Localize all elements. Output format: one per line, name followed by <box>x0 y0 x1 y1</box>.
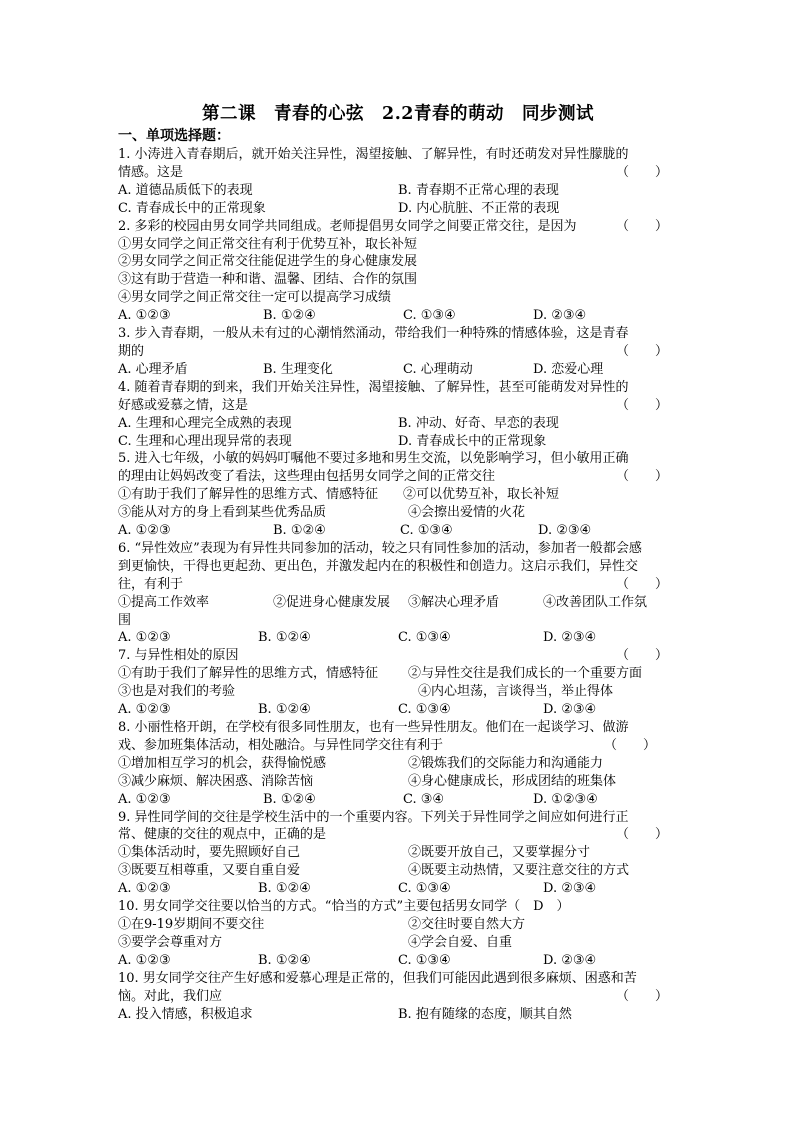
statement: ③解决心理矛盾 <box>408 594 500 610</box>
statement: ③要学会尊重对方 <box>118 934 223 950</box>
option-d: D. ②③④ <box>543 881 597 897</box>
option-b: B. ①②④ <box>263 308 316 324</box>
option-d: D. ②③④ <box>533 308 587 324</box>
question-11-stem: 10. 男女同学交往产生好感和爱慕心理是正常的，但我们可能因此遇到很多麻烦、困惑和苦 <box>118 970 637 986</box>
question-11-options-row1 <box>118 1006 678 1024</box>
answer-bracket: （ ） <box>615 576 668 592</box>
question-3-options <box>118 361 678 379</box>
option-a: A. ①②③ <box>118 702 171 718</box>
option-a: A. ①②③ <box>118 630 171 646</box>
statement: ③这有助于营造一种和谐、温馨、团结、合作的氛围 <box>118 272 418 288</box>
question-1-stem: 1. 小涛进入青春期后，就开始关注异性，渴望接触、了解异性，有时还萌发对异性朦胧的 <box>118 147 629 162</box>
question-5-statements-row1 <box>118 486 678 504</box>
statement: ②交往时要自然大方 <box>408 916 526 932</box>
option-c: C. ①③④ <box>400 523 453 539</box>
statement: ②锻炼我们的交际能力和沟通能力 <box>408 755 604 771</box>
answer-bracket: （ ） <box>615 218 668 234</box>
option-b: B. 青春期不正常心理的表现 <box>398 182 559 198</box>
question-9-stem: 9. 异性同学间的交往是学校生活中的一个重要内容。下列关于异性同学之间应如何进行正 <box>118 809 629 825</box>
question-5-stem-cont: 的理由让妈妈改变了看法，这些理由包括男女同学之间的正常交往 （ ） <box>118 469 668 485</box>
statement: ①增加相互学习的机会，获得愉悦感 <box>118 755 327 771</box>
question-5-stem: 5. 进入七年级，小敏的妈妈叮嘱他不要过多地和男生交流，以免影响学习，但小敏用正确 <box>118 451 629 467</box>
question-1-options-row2 <box>118 200 678 218</box>
statement: ②可以优势互补，取长补短 <box>403 487 560 503</box>
option-a: A. ①②③ <box>118 308 171 324</box>
question-2-options <box>118 307 678 325</box>
option-c: C. ①③④ <box>398 702 451 718</box>
answer-bracket: （ ） <box>603 737 656 753</box>
option-a: A. 生理和心理完全成熟的表现 <box>118 415 292 431</box>
question-1-options-row1 <box>118 182 678 200</box>
question-6-stem-cont: 到更愉快，干得也更起劲、更出色，并激发起内在的积极性和创造力。这启示我们，异性交 <box>118 558 639 574</box>
question-6-statements <box>118 594 678 612</box>
option-c: C. ①③④ <box>403 308 456 324</box>
question-5-statements-row2 <box>118 504 678 522</box>
option-c: C. ①③④ <box>398 881 451 897</box>
question-7-statements-row1 <box>118 665 678 683</box>
question-9-options <box>118 880 678 898</box>
answer-bracket: （ ） <box>615 988 668 1004</box>
statement-cont: 围 <box>118 612 132 628</box>
statement: ①有助于我们了解异性的思维方式，情感特征 <box>118 666 379 682</box>
option-d: D. ①②③④ <box>533 791 598 807</box>
statement: ④身心健康成长，形成团结的班集体 <box>408 773 617 789</box>
question-4-stem-cont: 好感或爱慕之情，这是 （ ） <box>118 397 668 413</box>
statement: ②促进身心健康发展 <box>273 594 391 610</box>
question-10-statements-row1 <box>118 916 678 934</box>
section-heading: 一、单项选择题： <box>118 128 230 144</box>
question-10-statements-row2 <box>118 934 678 952</box>
answer-bracket: （ ） <box>615 343 668 359</box>
answer-bracket: （ ） <box>615 469 668 485</box>
question-4-stem: 4. 随着青春期的到来，我们开始关注异性，渴望接触、了解异性，甚至可能萌发对异性的 <box>118 379 629 395</box>
statement: ④会擦出爱情的火花 <box>408 505 526 521</box>
answer-bracket: （ ） <box>615 648 668 664</box>
statement: ②与异性交往是我们成长的一个重要方面 <box>408 666 643 682</box>
option-d: D. ②③④ <box>543 952 597 968</box>
option-b: B. 抱有随缘的态度，顺其自然 <box>398 1006 572 1022</box>
option-d: D. ②③④ <box>538 523 592 539</box>
question-4-options-row1 <box>118 415 678 433</box>
option-a: A. 道德品质低下的表现 <box>118 182 253 198</box>
option-d: D. ②③④ <box>543 630 597 646</box>
option-c: C. ③④ <box>403 791 445 807</box>
question-7-stem: 7. 与异性相处的原因 （ ） <box>118 648 668 664</box>
question-8-statements-row2 <box>118 773 678 791</box>
question-8-stem: 8. 小丽性格开朗，在学校有很多同性朋友，也有一些异性朋友。他们在一起谈学习、做游 <box>118 720 629 735</box>
option-c: C. 青春成长中的正常现象 <box>118 200 266 216</box>
option-b: B. ①②④ <box>258 952 311 968</box>
question-5-options <box>118 522 678 540</box>
option-b: B. ①②④ <box>258 702 311 718</box>
statement: ①集体活动时，要先照顾好自己 <box>118 845 301 861</box>
option-a: A. ①②③ <box>118 791 171 807</box>
question-3-stem: 3. 步入青春期，一般从未有过的心潮悄然涌动，带给我们一种特殊的情感体验，这是青春 <box>118 326 629 342</box>
option-d: D. 青春成长中的正常现象 <box>398 433 547 449</box>
option-b: B. 冲动、好奇、早恋的表现 <box>398 415 559 431</box>
option-c: C. ①③④ <box>398 630 451 646</box>
option-a: A. ①②③ <box>118 881 171 897</box>
question-8-statements-row1 <box>118 755 678 773</box>
option-b: B. ①②④ <box>263 791 316 807</box>
statement: ③也是对我们的考验 <box>118 684 236 700</box>
question-6-stem: 6. “异性效应”表现为有异性共同参加的活动，较之只有同性参加的活动，参加者一般都会感 <box>118 540 642 556</box>
option-d: D. 恋爱心理 <box>533 361 604 377</box>
question-1-stem-cont: 情感。这是 （ ） <box>118 164 668 180</box>
question-7-statements-row2 <box>118 683 678 701</box>
statement: ④既要主动热情，又要注意交往的方式 <box>408 863 630 879</box>
question-2-stem: 2. 多彩的校园由男女同学共同组成。老师提倡男女同学之间要正常交往，是因为 （ ） <box>118 218 668 234</box>
option-a: A. 投入情感，积极追求 <box>118 1006 253 1022</box>
answer-bracket: （ ） <box>615 397 668 413</box>
question-3-stem-cont: 期的 （ ） <box>118 343 668 359</box>
statement: ③能从对方的身上看到某些优秀品质 <box>118 505 327 521</box>
option-a: A. ①②③ <box>118 952 171 968</box>
page-title: 第二课 青春的心弦 2.2青春的萌动 同步测试 <box>202 104 594 124</box>
question-6-stem-cont: 往，有利于 （ ） <box>118 576 668 592</box>
answer-bracket: （ ） <box>615 827 668 843</box>
option-a: A. ①②③ <box>118 523 171 539</box>
question-9-statements-row2 <box>118 862 678 880</box>
question-8-options <box>118 791 678 809</box>
option-c: C. ①③④ <box>398 952 451 968</box>
question-4-options-row2 <box>118 433 678 451</box>
question-10-stem: 10. 男女同学交往要以恰当的方式。“恰当的方式”主要包括男女同学（ D ） <box>118 899 570 915</box>
statement: ①男女同学之间正常交往有利于优势互补，取长补短 <box>118 236 418 252</box>
question-8-stem-cont: 戏、参加班集体活动，相处融洽。与异性同学交往有利于 （ ） <box>118 737 656 753</box>
statement: ④改善团队工作氛 <box>543 594 648 610</box>
worksheet-page <box>118 96 678 1023</box>
option-a: A. 心理矛盾 <box>118 361 188 377</box>
option-d: D. ②③④ <box>543 702 597 718</box>
question-11-stem-cont: 恼。对此，我们应 （ ） <box>118 988 668 1004</box>
option-b: B. 生理变化 <box>263 361 333 377</box>
question-9-stem-cont: 常、健康的交往的观点中，正确的是 （ ） <box>118 827 668 843</box>
option-c: C. 心理萌动 <box>403 361 473 377</box>
question-7-options <box>118 701 678 719</box>
option-b: B. ①②④ <box>258 881 311 897</box>
option-d: D. 内心肮脏、不正常的表现 <box>398 200 560 216</box>
question-6-options <box>118 629 678 647</box>
question-9-statements-row1 <box>118 844 678 862</box>
option-b: B. ①②④ <box>258 630 311 646</box>
answer-bracket: （ ） <box>615 164 668 180</box>
statement: ④男女同学之间正常交往一定可以提高学习成绩 <box>118 290 392 306</box>
statement: ①有助于我们了解异性的思维方式、情感特征 <box>118 487 379 503</box>
statement: ②男女同学之间正常交往能促进学生的身心健康发展 <box>118 254 418 270</box>
option-c: C. 生理和心理出现异常的表现 <box>118 433 292 449</box>
statement: ④内心坦荡，言谈得当，举止得体 <box>418 684 614 700</box>
statement: ②既要开放自己，又要掌握分寸 <box>408 845 591 861</box>
statement: ①在9-19岁期间不要交往 <box>118 916 265 932</box>
option-b: B. ①②④ <box>273 523 326 539</box>
statement: ③既要互相尊重，又要自重自爱 <box>118 863 301 879</box>
statement: ③减少麻烦、解决困惑、消除苦恼 <box>118 773 314 789</box>
statement: ①提高工作效率 <box>118 594 210 610</box>
question-10-options <box>118 952 678 970</box>
statement: ④学会自爱、自重 <box>408 934 513 950</box>
